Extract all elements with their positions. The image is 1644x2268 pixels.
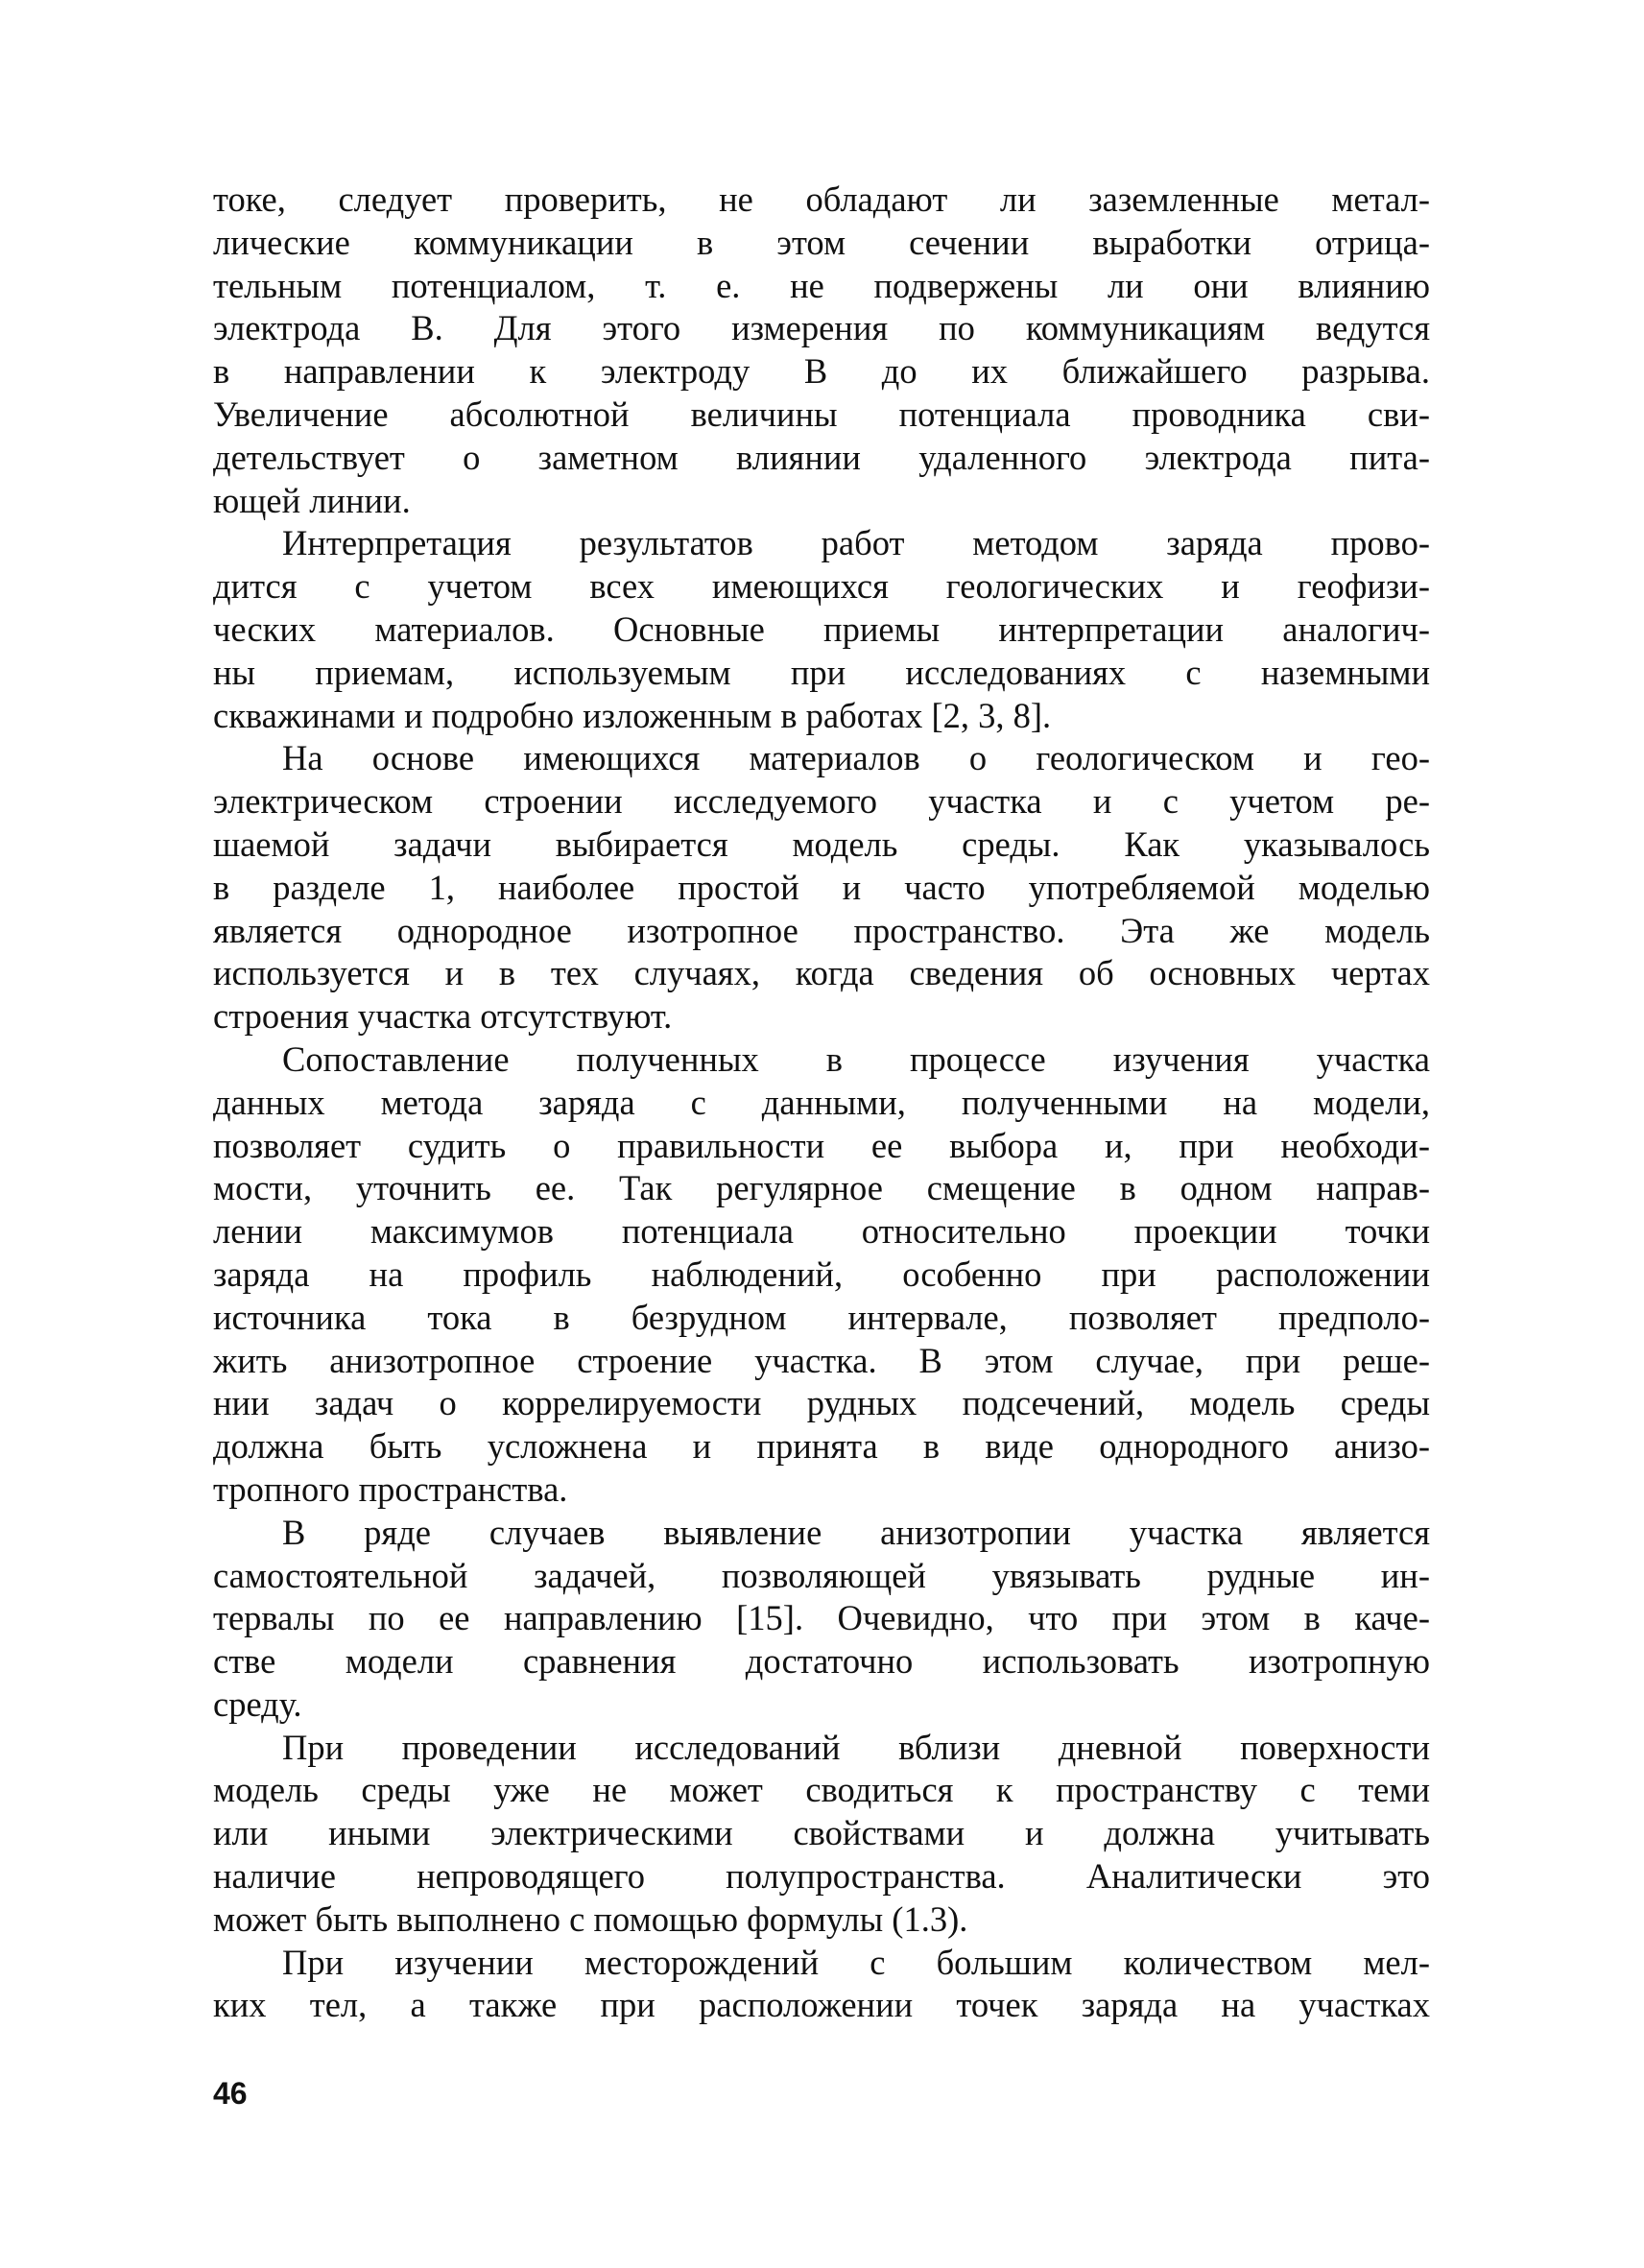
text-line: На основе имеющихся материалов о геологическом и гео- [282, 738, 1430, 778]
text-line: тервалы по ее направлению [15]. Очевидно, что при этом в каче- [213, 1598, 1430, 1638]
text-line: шаемой задачи выбирается модель среды. Как указывалось [213, 824, 1430, 864]
page-number: 46 [213, 2076, 248, 2111]
paragraph-3 [213, 737, 1430, 1039]
text-line: лении максимумов потенциала относительно проекции точки [213, 1211, 1430, 1252]
text-line: заряда на профиль наблюдений, особенно при расположении [213, 1253, 1430, 1294]
text-line: нии задач о коррелируемости рудных подсечений, модель среды [213, 1383, 1430, 1423]
text-line: является однородное изотропное пространство. Эта же модель [213, 910, 1430, 950]
text-line: тельным потенциалом, т. е. не подвержены ли они влиянию [213, 265, 1430, 305]
paragraph-4 [213, 1039, 1430, 1512]
text-line: наличие непроводящего полупространства. Аналитически это [213, 1856, 1430, 1897]
text-line: токе, следует проверить, не обладают ли заземленные метал- [213, 179, 1430, 219]
text-line: При проведении исследований вблизи дневной поверхности [282, 1727, 1430, 1767]
text-line: Увеличение абсолютной величины потенциала проводника сви- [213, 394, 1430, 434]
text-line: ющей линии. [213, 480, 411, 520]
text-line: строения участка отсутствуют. [213, 996, 673, 1037]
text-line: мости, уточнить ее. Так регулярное смещение в одном направ- [213, 1168, 1430, 1208]
text-line: в направлении к электроду В до их ближайшего разрыва. [213, 351, 1430, 392]
text-line: электрода В. Для этого измерения по коммуникациям ведутся [213, 308, 1430, 348]
text-line: ких тел, а также при расположении точек заряда на участках [213, 1985, 1430, 2025]
text-line: ны приемам, используемым при исследованиях с наземными [213, 652, 1430, 692]
text-line: в разделе 1, наиболее простой и часто употребляемой моделью [213, 867, 1430, 907]
text-line: модель среды уже не может сводиться к пространству с теми [213, 1770, 1430, 1810]
body-text [213, 179, 1430, 2027]
text-line: позволяет судить о правильности ее выбора и, при необходи- [213, 1125, 1430, 1165]
paragraph-6 [213, 1727, 1430, 1942]
text-line: самостоятельной задачей, позволяющей увязывать рудные ин- [213, 1555, 1430, 1595]
text-line: должна быть усложнена и принята в виде однородного анизо- [213, 1426, 1430, 1467]
text-line: среду. [213, 1683, 302, 1724]
text-line: Сопоставление полученных в процессе изучения участка [282, 1039, 1430, 1079]
text-line: данных метода заряда с данными, полученными на модели, [213, 1082, 1430, 1122]
text-line: ческих материалов. Основные приемы интерпретации аналогич- [213, 609, 1430, 649]
text-line: При изучении месторождений с большим количеством мел- [282, 1942, 1430, 1982]
text-line: может быть выполнено с помощью формулы (1.3). [213, 1898, 968, 1939]
text-line: скважинами и подробно изложенным в работах [2, 3, 8]. [213, 695, 1052, 735]
text-line: жить анизотропное строение участка. В этом случае, при реше- [213, 1340, 1430, 1380]
text-line: или иными электрическими свойствами и должна учитывать [213, 1813, 1430, 1853]
text-line: Интерпретация результатов работ методом заряда прово- [282, 523, 1430, 563]
text-line: электрическом строении исследуемого участка и с учетом ре- [213, 781, 1430, 822]
text-line: лические коммуникации в этом сечении выработки отрица- [213, 222, 1430, 262]
text-line: детельствует о заметном влиянии удаленного электрода пита- [213, 437, 1430, 477]
text-line: дится с учетом всех имеющихся геологических и геофизи- [213, 566, 1430, 607]
paragraph-1 [213, 179, 1430, 522]
paragraph-7 [213, 1942, 1430, 2028]
text-line: стве модели сравнения достаточно использовать изотропную [213, 1641, 1430, 1682]
text-line: В ряде случаев выявление анизотропии участка является [282, 1512, 1430, 1552]
paragraph-5 [213, 1512, 1430, 1727]
text-line: тропного пространства. [213, 1468, 568, 1509]
text-line: источника тока в безрудном интервале, позволяет предполо- [213, 1297, 1430, 1337]
paragraph-2 [213, 522, 1430, 737]
text-line: используется и в тех случаях, когда сведения об основных чертах [213, 953, 1430, 993]
